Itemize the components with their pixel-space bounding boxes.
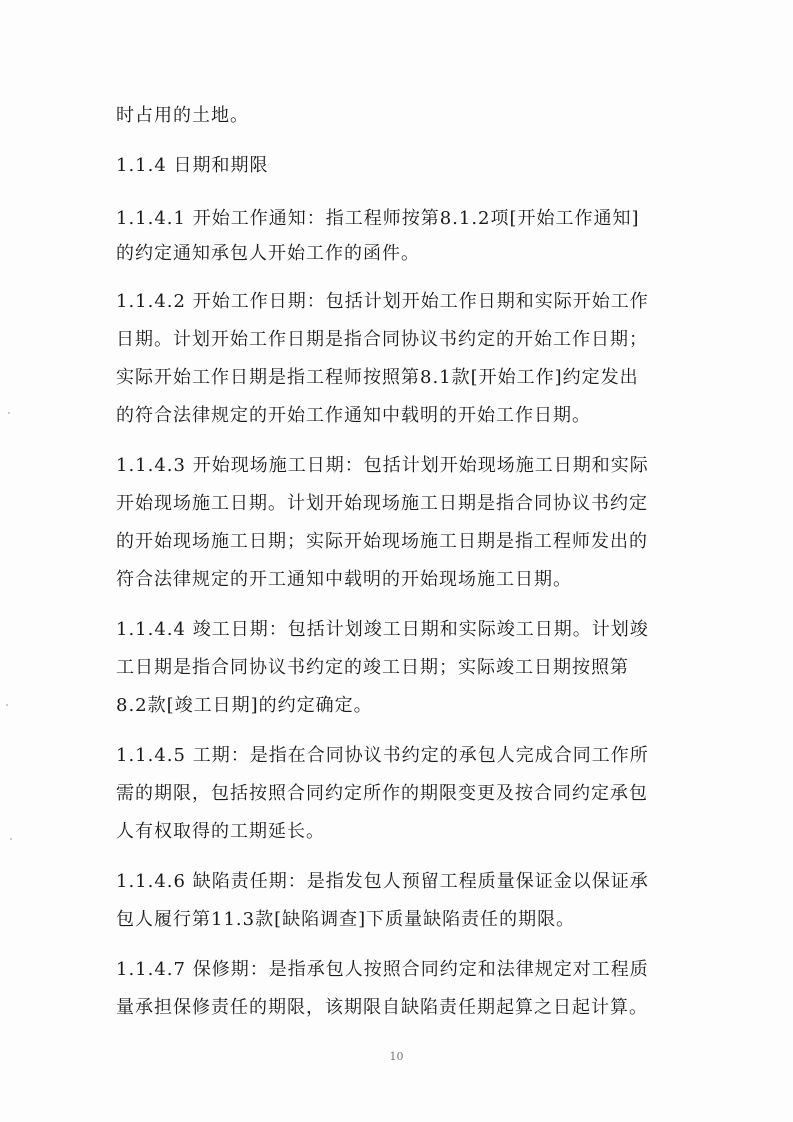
text-line: 8.2款[竣工日期]的约定确定。 (116, 695, 373, 716)
text-line: 符合法律规定的开工通知中载明的开始现场施工日期。 (116, 569, 572, 590)
text-line: 人有权取得的工期延长。 (116, 821, 325, 842)
text-line: 包人履行第11.3款[缺陷调查]下质量缺陷责任的期限。 (116, 909, 576, 930)
text-line: 1.1.4.7 保修期：是指承包人按照合同约定和法律规定对工程质 (116, 959, 649, 980)
text-line: 实际开始工作日期是指工程师按照第8.1款[开始工作]约定发出 (116, 367, 639, 388)
text-line: 的开始现场施工日期；实际开始现场施工日期是指工程师发出的 (116, 531, 648, 552)
text-line: 的符合法律规定的开始工作通知中载明的开始工作日期。 (116, 405, 591, 426)
page-number: 10 (389, 1050, 404, 1063)
text-line: 1.1.4.3 开始现场施工日期：包括计划开始现场施工日期和实际 (116, 455, 649, 476)
text-line: 1.1.4.6 缺陷责任期：是指发包人预留工程质量保证金以保证承 (116, 871, 649, 892)
text-line: 量承担保修责任的期限，该期限自缺陷责任期起算之日起计算。 (116, 997, 648, 1018)
scan-speck (6, 704, 8, 706)
section-heading: 1.1.4 日期和期限 (116, 155, 269, 176)
text-line: 1.1.4.1 开始工作通知：指工程师按第8.1.2项[开始工作通知] (116, 208, 640, 229)
text-line: 1.1.4.2 开始工作日期：包括计划开始工作日期和实际开始工作 (116, 291, 649, 312)
text-line: 1.1.4.5 工期：是指在合同协议书约定的承包人完成合同工作所 (116, 745, 649, 766)
text-line: 开始现场施工日期。计划开始现场施工日期是指合同协议书约定 (116, 493, 648, 514)
text-line: 日期。计划开始工作日期是指合同协议书约定的开始工作日期； (116, 329, 648, 350)
text-line: 的约定通知承包人开始工作的函件。 (116, 243, 420, 264)
scan-speck (10, 838, 12, 840)
scan-speck (8, 412, 10, 414)
text-line: 工日期是指合同协议书约定的竣工日期；实际竣工日期按照第 (116, 657, 629, 678)
text-line: 1.1.4.4 竣工日期：包括计划竣工日期和实际竣工日期。计划竣 (116, 619, 649, 640)
text-line: 时占用的土地。 (116, 105, 249, 126)
text-line: 需的期限，包括按照合同约定所作的期限变更及按合同约定承包 (116, 783, 648, 804)
